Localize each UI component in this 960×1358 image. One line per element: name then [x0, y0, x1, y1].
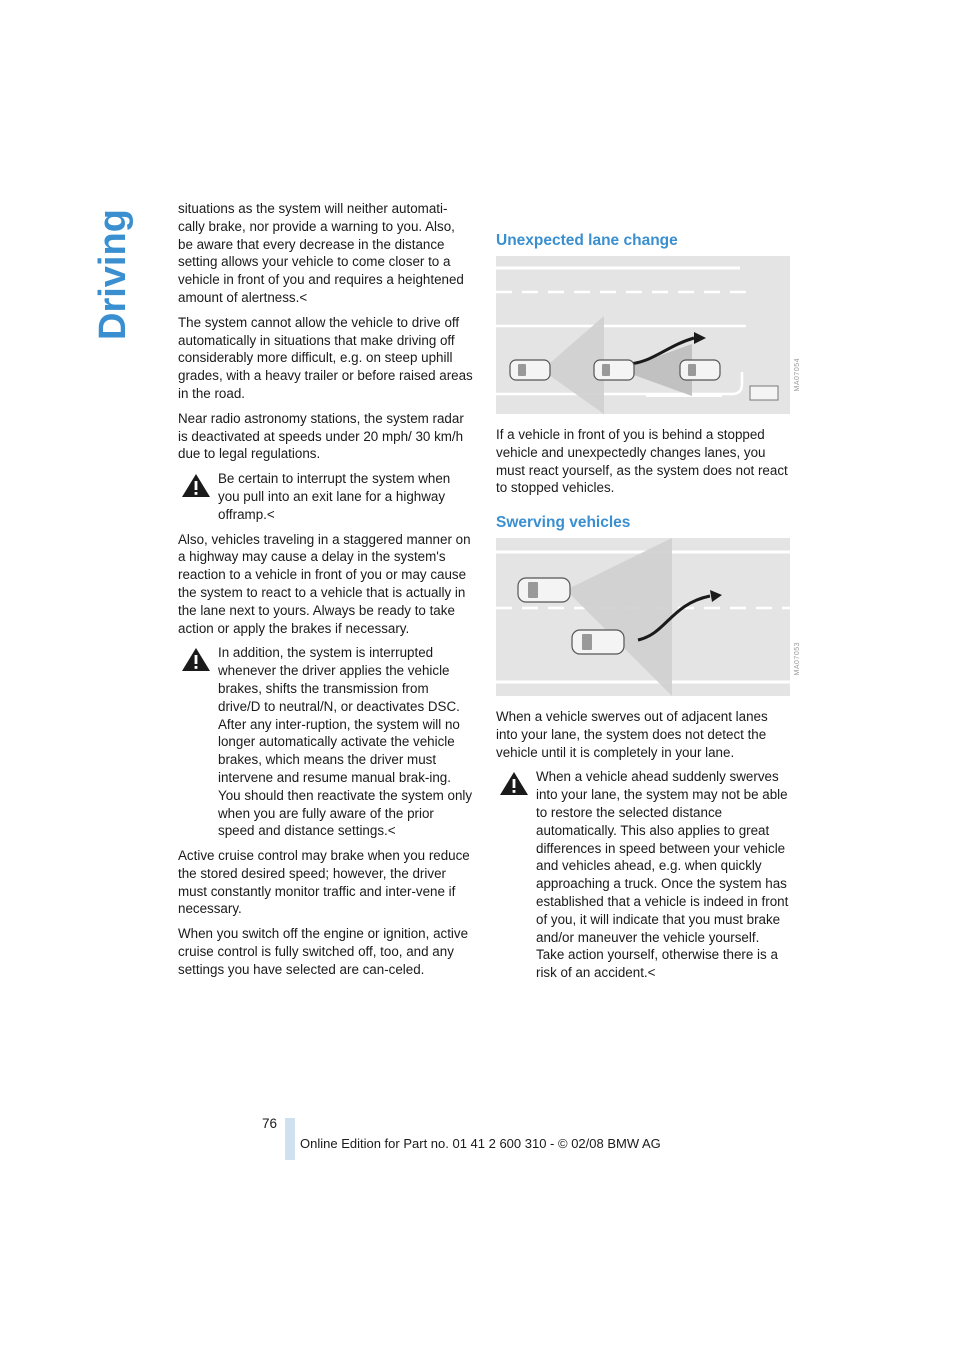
lane-change-illustration [496, 256, 790, 414]
swerving-illustration [496, 538, 790, 696]
paragraph: When you switch off the engine or ignition, active cruise control is fully switched off, too, and any settings you have selected are can-celed. [178, 926, 469, 977]
left-column [178, 200, 473, 986]
heading-swerving-vehicles: Swerving vehicles [496, 514, 631, 531]
warning-icon [499, 771, 529, 796]
paragraph: If a vehicle in front of you is behind a stopped vehicle and unexpectedly changes lanes, you must react yourself, as the system does not react to stopped vehicles. [496, 427, 788, 496]
warning-text: When a vehicle ahead suddenly swerves into your lane, the system may not be able to restore the selected distance automatically. This also applies to great differences in speed between your vehicle and vehicles ahead, e.g. when quickly approaching a truck. Once the system has established that a vehicle is indeed in front of you, it will indicate that you must brake and/or maneuver the vehicle yourself. Take action yourself, otherwise there is a risk of an accident.< [536, 769, 789, 981]
heading-unexpected-lane-change: Unexpected lane change [496, 232, 678, 249]
paragraph: Near radio astronomy stations, the system radar is deactivated at speeds under 20 mph/ 30 km/h due to legal regulations. [178, 410, 464, 462]
footer-accent-bar [285, 1118, 295, 1160]
paragraph: situations as the system will neither automati-cally brake, nor provide a warning to you. Also, be aware that every decrease in the distance setting allows your vehicle to come closer to a vehicle in front of you and requires a heightened amount of alertness.< [178, 201, 464, 305]
right-column-lower [496, 708, 791, 989]
warning-note [496, 768, 791, 982]
warning-note [178, 644, 473, 840]
warning-note [178, 470, 473, 523]
section-tab-driving: Driving [92, 209, 134, 340]
edition-footer: Online Edition for Part no. 01 41 2 600 310 - © 02/08 BMW AG [300, 1136, 661, 1151]
paragraph: The system cannot allow the vehicle to drive off automatically in situations that make driving off considerably more difficult, e.g. on steep uphill grades, with a heavy trailer or before raised areas in the road. [178, 314, 473, 401]
paragraph: When a vehicle swerves out of adjacent lanes into your lane, the system does not detect the vehicle until it is completely in your lane. [496, 709, 768, 760]
paragraph: Active cruise control may brake when you reduce the stored desired speed; however, the driver must constantly monitor traffic and inter-vene if necessary. [178, 848, 470, 917]
figure-unexpected-lane-change [496, 256, 790, 414]
figure-code: MA07054 [794, 358, 801, 392]
warning-icon [181, 473, 211, 498]
page-number: 76 [262, 1116, 278, 1131]
figure-swerving-vehicles [496, 538, 790, 696]
warning-icon [181, 647, 211, 672]
right-column-upper [496, 426, 791, 504]
warning-text: In addition, the system is interrupted whenever the driver applies the vehicle brakes, shifts the transmission from drive/D to neutral/N, or deactivates DSC. After any inter-ruption, the system will no longer automatically activate the vehicle brakes, which means the driver must intervene and resume manual brak-ing. You should then reactivate the system only when you are fully aware of the prior speed and distance settings.< [218, 645, 473, 839]
paragraph: Also, vehicles traveling in a staggered manner on a highway may cause a delay in the system's reaction to a vehicle in front of you or may cause the system to react to a vehicle that is actually in the lane next to yours. Always be ready to take action or apply the brakes if necessary. [178, 531, 471, 636]
figure-code: MA07053 [794, 642, 801, 676]
warning-text: Be certain to interrupt the system when you pull into an exit lane for a highway offramp.< [218, 471, 451, 522]
